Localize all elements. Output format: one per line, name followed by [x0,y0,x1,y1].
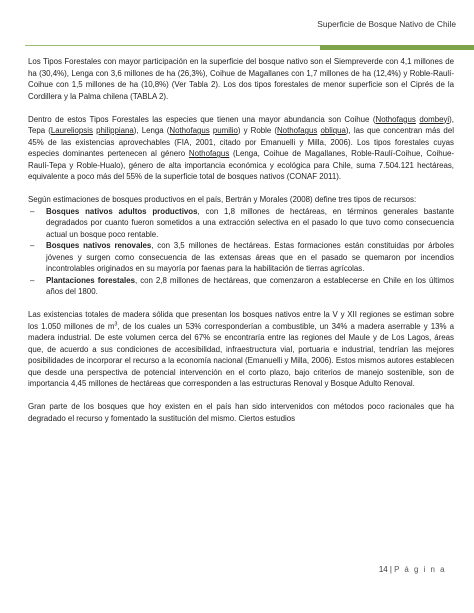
list-item [28,240,454,275]
page-footer [379,565,446,574]
text-run: ), Tepa ( [28,114,454,135]
page-number: 14 [378,565,388,574]
list-item-text: , con 1,8 millones de hectáreas, en términos generales bastante degradados por cuanto fueron sometidos a una extracción selectiva en el pasado lo que tuvo como consecuencia actual un bosque poco rentable. [46,206,454,239]
species-name: Laureliopsis [50,126,93,135]
text-run: Dentro de estos Tipos Forestales las especies que tienen una mayor abundancia son Coihue ( [28,114,376,124]
paragraph-3: Según estimaciones de bosques productivos en el país, Bertrán y Morales (2008) define tres tipos de recursos: [28,195,417,204]
species-name: dombeyi [419,114,450,124]
header-accent-bar [320,45,474,50]
dash-bullet: – [30,241,35,250]
list-item [28,206,454,241]
species-name: Nothofagus [375,114,416,124]
paragraph-4 [28,309,454,390]
list-item-text: , con 3,5 millones de hectáreas. Estas formaciones están constituidas por árboles jóvenes y surgen como consecuencia de las extensas áreas que en el pasado se quemaron por incendios incontrolables originados en su mayoría por faenas para la habilitación de tierras agrícolas. [46,241,455,273]
text-run: (Lenga, Coihue de Magallanes, Roble-Raulí-Coihue, Coihue-Raulí-Tepa y Roble-Hualo), género de alta importancia económica y ecológica para Chile, suma 7.504.121 hectáreas, equivalente a poco más del 55% de la superficie total de bosques nativos (CONAF 2011). [28,149,454,181]
body-text [28,56,454,436]
page-label: P á g i n a [394,565,446,574]
list-item-term: Plantaciones forestales [46,275,135,285]
superscript: 3 [114,320,118,327]
text-run: Las existencias totales de madera sólida que presentan los bosques nativos entre la V y XII regiones se estiman sobre los 1.050 millones de m [28,310,454,331]
paragraph-1: Los Tipos Forestales con mayor participación en la superficie del bosque nativo son el Siempreverde con 4,1 millones de ha (30,4%), Lenga con 3,6 millones de ha (26,3%), Coihue de Magallanes con 1,7 millones de ha (12,4%) y Roble-Raulí-Coihue con 1,5 millones de ha (10,8%) (Ver Tabla 2). Los dos tipos forestales de menor superficie son el Ciprés de la Cordillera y la Palma chilena (TABLA 2). [28,57,454,101]
paragraph-5: Gran parte de los bosques que hoy existen en el país han sido intervenidos con métodos poco racionales que ha degradado el recurso y fomentado la sustitución del mismo. Ciertos estudios [28,402,454,423]
text-run: , de los cuales un 53% corresponderían a combustible, un 34% a madera aserrable y 13% a madera industrial. De este volumen cerca del 67% se encontraría entre las regiones del Maule y de Los Lagos, áreas que, de acuerdo a sus condiciones de accesibilidad, infraestructura vial, portuaria e industrial, tendrían las mejores posibilidades de incorporar el recurso a la economía nacional (Emanuelli y Milla, 2006). Estos mismos autores establecen que desde una perspectiva de potencial intervención en el corto plazo, bajo criterios de manejo sostenible, son de importancia 4,45 millones de hectáreas que corresponden a las estructuras Renoval y Bosque Adulto Renoval. [28,321,454,388]
text-run: ), Lenga ( [133,126,170,135]
list-item-term: Bosques nativos renovales [46,241,152,250]
text-run: ) y Roble ( [237,126,277,135]
dash-bullet: – [30,206,35,216]
resource-list [28,206,454,298]
list-item-text: , con 2,8 millones de hectáreas, que comenzaron a establecerse en Chile en los últimos años del 1800. [46,275,454,296]
species-name: Nothofagus [276,126,318,135]
paragraph-2 [28,114,454,183]
species-name: Nothofagus [169,126,210,135]
text-run: ), las que concentran más del 45% de las existencias aprovechables (FIA, 2001, citado por Emanuelli y Milla, 2006). Los tipos forestales cuyas especies dominantes pertenecen al género [28,126,454,158]
list-item-term: Bosques nativos adultos productivos [46,206,198,216]
species-name: pumilio [212,126,238,135]
species-name: obliqua [320,126,346,135]
page-header [0,8,474,48]
species-name: philippiana [96,126,134,135]
dash-bullet: – [30,275,35,285]
genus-name: Nothofagus [188,149,230,158]
header-title: Superficie de Bosque Nativo de Chile [317,19,456,29]
list-item [28,275,454,298]
footer-separator: | [387,565,395,574]
